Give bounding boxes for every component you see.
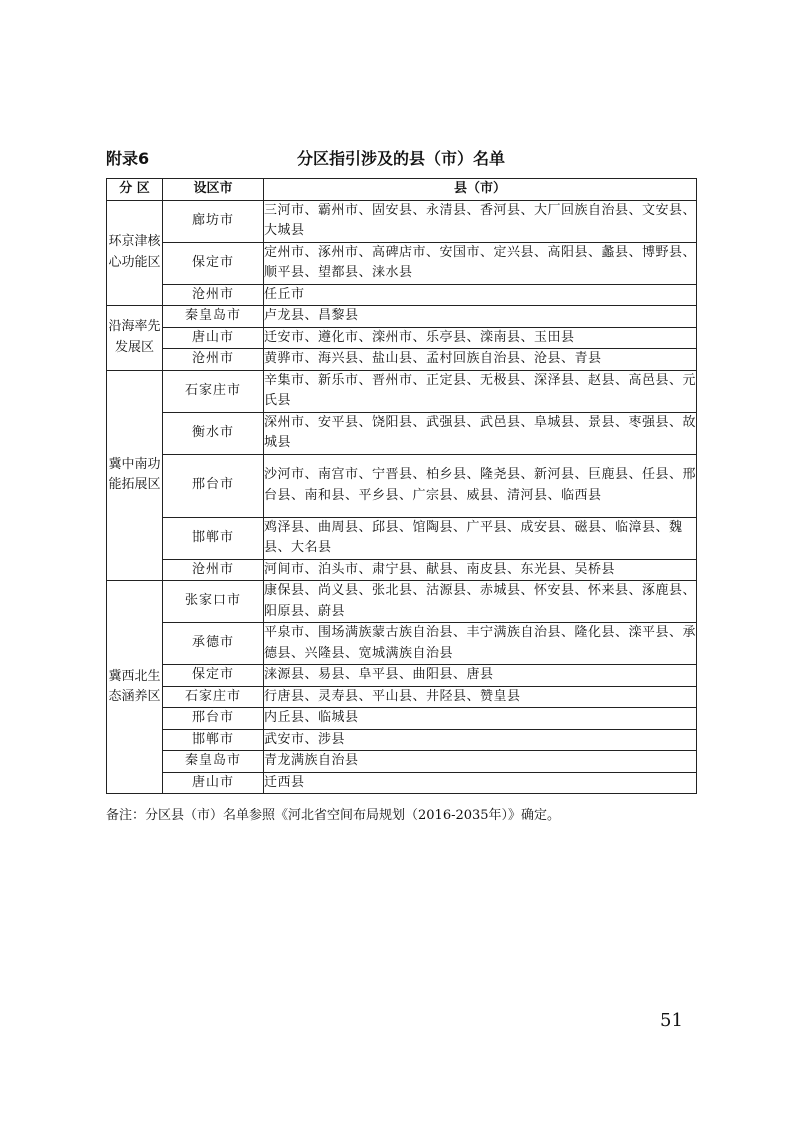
table-row (107, 370, 697, 412)
counties-cell: 河间市、泊头市、肃宁县、献县、南皮县、东光县、吴桥县 (264, 559, 697, 581)
counties-cell: 三河市、霸州市、固安县、永清县、香河县、大厂回族自治县、文安县、大城县 (264, 200, 697, 242)
counties-cell: 辛集市、新乐市、晋州市、正定县、无极县、深泽县、赵县、高邑县、元氏县 (264, 370, 697, 412)
table-header-row (107, 179, 697, 201)
city-cell: 张家口市 (163, 581, 264, 623)
county-list-table (106, 178, 697, 794)
table-row (107, 559, 697, 581)
city-cell: 保定市 (163, 242, 264, 284)
footnote: 备注：分区县（市）名单参照《河北省空间布局规划（2016-2035年）》确定。 (106, 808, 561, 823)
header-zone: 分 区 (107, 179, 163, 201)
city-cell: 保定市 (163, 665, 264, 687)
city-cell: 沧州市 (163, 559, 264, 581)
table-row (107, 665, 697, 687)
table-row (107, 306, 697, 328)
city-cell: 邢台市 (163, 708, 264, 730)
counties-cell: 定州市、涿州市、高碑店市、安国市、定兴县、高阳县、蠡县、博野县、顺平县、望都县、涞水县 (264, 242, 697, 284)
appendix-label: 附录6 (106, 149, 150, 168)
page-number: 51 (660, 1010, 683, 1031)
counties-cell: 沙河市、南宫市、宁晋县、柏乡县、隆尧县、新河县、巨鹿县、任县、邢台县、南和县、平乡县、广宗县、威县、清河县、临西县 (264, 454, 697, 517)
table-row (107, 623, 697, 665)
counties-cell: 内丘县、临城县 (264, 708, 697, 730)
table-row (107, 242, 697, 284)
city-cell: 石家庄市 (163, 370, 264, 412)
table-row (107, 751, 697, 773)
city-cell: 邯郸市 (163, 729, 264, 751)
table-row (107, 581, 697, 623)
document-title: 分区指引涉及的县（市）名单 (296, 149, 505, 168)
table-row (107, 708, 697, 730)
counties-cell: 任丘市 (264, 284, 697, 306)
city-cell: 唐山市 (163, 772, 264, 794)
table-row (107, 412, 697, 454)
zone-cell: 冀中南功能拓展区 (107, 370, 163, 581)
header-counties: 县（市） (264, 179, 697, 201)
title-row (106, 147, 696, 173)
counties-cell: 黄骅市、海兴县、盐山县、孟村回族自治县、沧县、青县 (264, 349, 697, 371)
counties-cell: 迁西县 (264, 772, 697, 794)
counties-cell: 平泉市、围场满族蒙古族自治县、丰宁满族自治县、隆化县、滦平县、承德县、兴隆县、宽城满族自治县 (264, 623, 697, 665)
counties-cell: 行唐县、灵寿县、平山县、井陉县、赞皇县 (264, 686, 697, 708)
counties-cell: 迁安市、遵化市、滦州市、乐亭县、滦南县、玉田县 (264, 327, 697, 349)
table-row (107, 284, 697, 306)
counties-cell: 康保县、尚义县、张北县、沽源县、赤城县、怀安县、怀来县、涿鹿县、阳原县、蔚县 (264, 581, 697, 623)
table-row (107, 454, 697, 517)
counties-cell: 武安市、涉县 (264, 729, 697, 751)
counties-cell: 青龙满族自治县 (264, 751, 697, 773)
city-cell: 沧州市 (163, 349, 264, 371)
counties-cell: 卢龙县、昌黎县 (264, 306, 697, 328)
table-row (107, 349, 697, 371)
zone-cell: 沿海率先发展区 (107, 306, 163, 371)
table-row (107, 327, 697, 349)
city-cell: 沧州市 (163, 284, 264, 306)
zone-cell: 环京津核心功能区 (107, 200, 163, 306)
table-row (107, 200, 697, 242)
counties-cell: 涞源县、易县、阜平县、曲阳县、唐县 (264, 665, 697, 687)
city-cell: 衡水市 (163, 412, 264, 454)
header-city: 设区市 (163, 179, 264, 201)
city-cell: 唐山市 (163, 327, 264, 349)
city-cell: 石家庄市 (163, 686, 264, 708)
city-cell: 邯郸市 (163, 517, 264, 559)
city-cell: 秦皇岛市 (163, 751, 264, 773)
counties-cell: 鸡泽县、曲周县、邱县、馆陶县、广平县、成安县、磁县、临漳县、魏县、大名县 (264, 517, 697, 559)
city-cell: 秦皇岛市 (163, 306, 264, 328)
table-row (107, 772, 697, 794)
city-cell: 邢台市 (163, 454, 264, 517)
table-row (107, 729, 697, 751)
city-cell: 廊坊市 (163, 200, 264, 242)
city-cell: 承德市 (163, 623, 264, 665)
table-row (107, 517, 697, 559)
zone-cell: 冀西北生态涵养区 (107, 581, 163, 794)
table-row (107, 686, 697, 708)
counties-cell: 深州市、安平县、饶阳县、武强县、武邑县、阜城县、景县、枣强县、故城县 (264, 412, 697, 454)
